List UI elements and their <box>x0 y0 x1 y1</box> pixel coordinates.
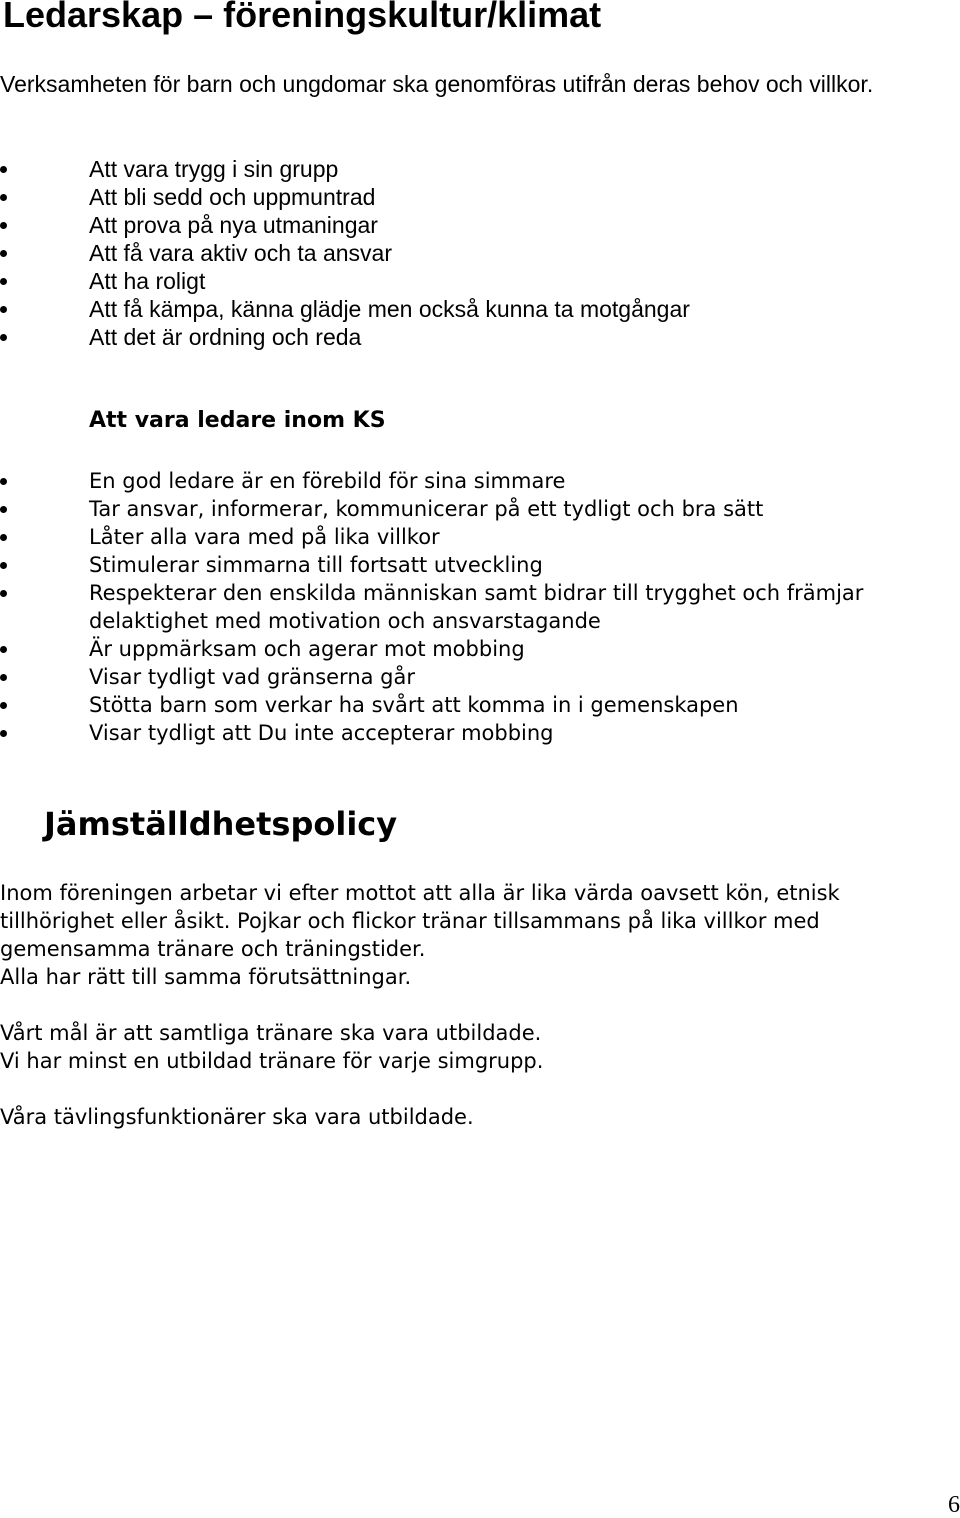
bullet-icon <box>0 590 7 597</box>
bullet-icon <box>0 222 7 229</box>
bullet-icon <box>0 194 7 201</box>
list-item: Att prova på nya utmaningar <box>0 211 690 239</box>
trainer-paragraph <box>0 1019 870 1075</box>
bullet-icon <box>0 730 7 737</box>
trainer-text-2: Vi har minst en utbildad tränare för varje simgrupp. <box>0 1049 544 1073</box>
list-item: Är uppmärksam och agerar mot mobbing <box>0 635 900 663</box>
trainer-text: Vårt mål är att samtliga tränare ska vara utbildade. <box>0 1021 542 1045</box>
bullet-icon <box>0 702 7 709</box>
list-item: Visar tydligt vad gränserna går <box>0 663 900 691</box>
equality-text-2: Alla har rätt till samma förutsättningar. <box>0 965 412 989</box>
section-heading: Jämställdhetspolicy <box>44 805 398 843</box>
page-number: 6 <box>948 1492 960 1518</box>
bullet-icon <box>0 166 7 173</box>
list-item: Att det är ordning och reda <box>0 323 690 351</box>
list-item: Låter alla vara med på lika villkor <box>0 523 900 551</box>
bullet-icon <box>0 306 7 313</box>
bullet-icon <box>0 334 7 341</box>
bullet-icon <box>0 534 7 541</box>
list-item: Tar ansvar, informerar, kommunicerar på ett tydligt och bra sätt <box>0 495 900 523</box>
officials-paragraph: Våra tävlingsfunktionärer ska vara utbildade. <box>0 1105 474 1129</box>
bullet-icon <box>0 646 7 653</box>
list-item: Respekterar den enskilda människan samt bidrar till trygghet och främjar delaktighet med motivation och ansvarstagande <box>0 579 900 635</box>
list-item: Visar tydligt att Du inte accepterar mobbing <box>0 719 900 747</box>
list-item: Att bli sedd och uppmuntrad <box>0 183 690 211</box>
list-item: Att vara trygg i sin grupp <box>0 155 690 183</box>
bullet-icon <box>0 506 7 513</box>
bullet-icon <box>0 250 7 257</box>
equality-text: Inom föreningen arbetar vi efter mottot att alla är lika värda oavsett kön, etnisk tillhörighet eller åsikt. Pojkar och flickor tränar tillsammans på lika villkor med gemensamma tränare och träningstider. <box>0 881 840 961</box>
list-item: Att få kämpa, känna glädje men också kunna ta motgångar <box>0 295 690 323</box>
equality-paragraph <box>0 879 870 991</box>
list-item: Att få vara aktiv och ta ansvar <box>0 239 690 267</box>
leader-subheading: Att vara ledare inom KS <box>89 408 386 433</box>
leader-list <box>0 467 900 747</box>
goals-list <box>0 155 690 351</box>
intro-paragraph: Verksamheten för barn och ungdomar ska genomföras utifrån deras behov och villkor. <box>0 71 874 97</box>
bullet-icon <box>0 278 7 285</box>
list-item: Stimulerar simmarna till fortsatt utveckling <box>0 551 900 579</box>
bullet-icon <box>0 674 7 681</box>
bullet-icon <box>0 478 7 485</box>
list-item: Stötta barn som verkar ha svårt att komma in i gemenskapen <box>0 691 900 719</box>
list-item: Att ha roligt <box>0 267 690 295</box>
list-item: En god ledare är en förebild för sina simmare <box>0 467 900 495</box>
bullet-icon <box>0 562 7 569</box>
page-heading: Ledarskap – föreningskultur/klimat <box>3 0 602 35</box>
